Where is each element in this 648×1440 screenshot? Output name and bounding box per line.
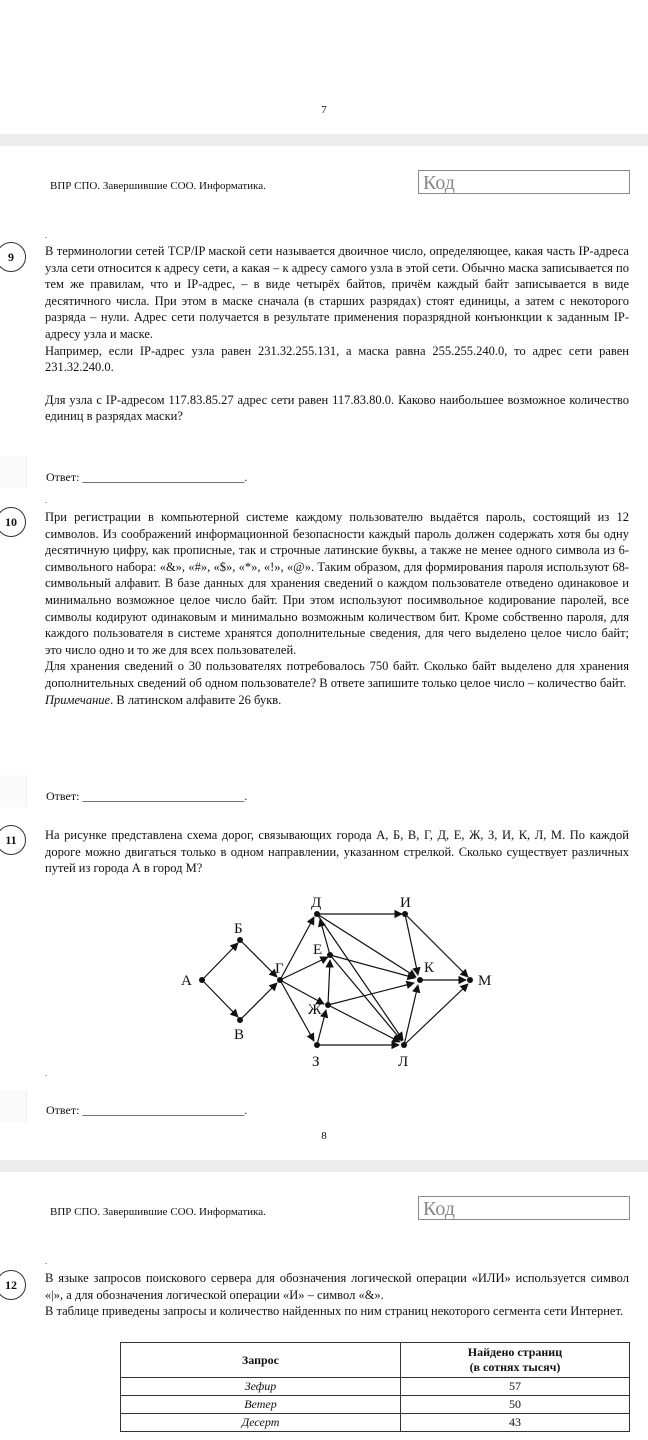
task-number-9: 9 <box>0 242 26 272</box>
task-12-text <box>45 1270 629 1320</box>
task-12-p2: В таблице приведены запросы и количество найденных по ним страниц некоторого сегмента сети Интернет. <box>45 1304 624 1319</box>
task-9-p3: Для узла с IP-адресом 117.83.85.27 адрес сети равен 117.83.80.0. Каково наибольшее возможное количество единиц в разрядах маски? <box>45 392 629 424</box>
edge-g-d <box>280 917 314 980</box>
answer-line-9[interactable]: Ответ: ___________________________. <box>46 470 248 484</box>
node-z <box>314 1042 320 1048</box>
task-10-note-text: . В латинском алфавите 26 букв. <box>110 692 282 707</box>
edge-b-g <box>240 940 277 977</box>
label-b: Б <box>234 921 243 937</box>
label-i: И <box>400 895 411 911</box>
table-row: Десерт 43 <box>121 1414 630 1432</box>
node-g <box>277 977 283 983</box>
label-d: Д <box>311 895 322 911</box>
label-e: Е <box>313 942 323 958</box>
edge-d-k <box>317 914 416 977</box>
task-10-note-label: Примечание <box>45 692 111 707</box>
node-e <box>327 952 333 958</box>
edge-l-k <box>404 985 418 1045</box>
node-m <box>467 977 473 983</box>
table-header-query: Запрос <box>121 1343 401 1378</box>
edge-e-l <box>330 955 402 1041</box>
task-11-p1: На рисунке представлена схема дорог, связывающих города А, Б, В, Г, Д, Е, Ж, З, И, К, Л, М. По каждой дороге можно двигаться только в одном направлении, указанном стрелкой. Сколько существует различных путей из города А в город М? <box>45 828 629 876</box>
node-i <box>402 911 408 917</box>
task-10-p1: При регистрации в компьютерной системе каждому пользователю выдаётся пароль, состоящий из 12 символов. Из соображений информационной безопасности каждый пароль должен содержать хотя бы одну десятичную цифру, как прописные, так и строчные латинские буквы, а также не менее одного символа из 6-символьного набора: «&», «#», «$», «*», «!», «@». Таким образом, для формирования пароля используют 68-символьный алфавит. В базе данных для хранения сведений о каждом пользователе отведено одинаковое и минимально возможное целое число байт. При этом используют посимвольное кодирование паролей, все символы кодируют одинаковым и минимально возможным количеством бит. Кроме собственно пароля, для каждого пользователя в системе хранятся дополнительные сведения, для чего выделено целое число байт; это число одно и то же для всех пользователей. <box>45 510 629 657</box>
edge-zh-k <box>328 983 414 1005</box>
label-k: К <box>424 960 435 976</box>
task-10-p2: Для хранения сведений о 30 пользователях потребовалось 750 байт. Сколько байт выделено для хранения дополнительных сведений об одном пользователе? В ответе запишите только целое число – количество байт. <box>45 659 629 690</box>
edge-i-k <box>405 914 418 975</box>
label-zh: Ж <box>308 1002 322 1018</box>
task-12-p1: В языке запросов поискового сервера для обозначения логической операции «ИЛИ» используется символ «|», а для обозначения логической операции «И» – символ «&». <box>45 1271 629 1302</box>
edge-zh-e <box>328 960 330 1005</box>
label-g: Г <box>275 961 284 977</box>
label-a: А <box>181 973 192 989</box>
node-d <box>314 911 320 917</box>
header-title: ВПР СПО. Завершившие СОО. Информатика. <box>50 180 266 192</box>
page-number: 7 <box>321 104 327 116</box>
code-field[interactable]: Код <box>418 170 630 194</box>
label-l: Л <box>398 1054 409 1070</box>
edge-zh-l <box>328 1005 400 1042</box>
edge-v-g <box>240 983 277 1020</box>
label-v: В <box>234 1027 245 1043</box>
task-number-11: 11 <box>0 825 26 855</box>
query-table <box>120 1342 630 1432</box>
header-title: ВПР СПО. Завершившие СОО. Информатика. <box>50 1206 266 1218</box>
label-z: З <box>312 1054 320 1070</box>
page-gap <box>0 1160 648 1172</box>
node-k <box>417 977 423 983</box>
node-b <box>237 937 243 943</box>
edge-e-k <box>330 955 415 978</box>
node-v <box>237 1017 243 1023</box>
answer-line-11[interactable]: Ответ: ___________________________. <box>46 1103 248 1117</box>
table-header-count: Найдено страниц (в сотнях тысяч) <box>400 1343 629 1378</box>
edge-g-e <box>280 957 328 980</box>
node-l <box>401 1042 407 1048</box>
label-m: М <box>478 973 492 989</box>
edge-i-m <box>405 914 468 977</box>
edge-a-b <box>202 943 238 980</box>
task-9-p2: Например, если IP-адрес узла равен 231.32.255.131, а маска равна 255.255.240.0, то адрес сети равен 231.32.240.0. <box>45 343 629 375</box>
node-a <box>199 977 205 983</box>
task-number-12: 12 <box>0 1270 26 1300</box>
task-9-p1: В терминологии сетей TCP/IP маской сети называется двоичное число, определяющее, какая часть IP-адреса узла сети относится к адресу сети, а какая – к адресу самого узла в этой сети. Обычно маска записывается по тем же правилам, что и IP-адрес, – в виде четырёх байтов, причём каждый байт записывается в виде десятичного числа. При этом в маске сначала (в старших разрядах) стоят единицы, а затем с некоторого разряда – нули. Адрес сети получается в результате применения поразрядной конъюнкции к заданным IP-адресу узла и маске. <box>45 244 629 341</box>
table-row: Ветер 50 <box>121 1396 630 1414</box>
answer-line-10[interactable]: Ответ: ___________________________. <box>46 789 248 803</box>
edge-a-v <box>202 980 238 1017</box>
node-zh <box>325 1002 331 1008</box>
edge-l-m <box>404 984 468 1045</box>
code-field[interactable]: Код <box>418 1196 630 1220</box>
task-number-10: 10 <box>0 507 26 537</box>
page-number: 8 <box>321 1130 327 1142</box>
table-row: Зефир 57 <box>121 1378 630 1396</box>
